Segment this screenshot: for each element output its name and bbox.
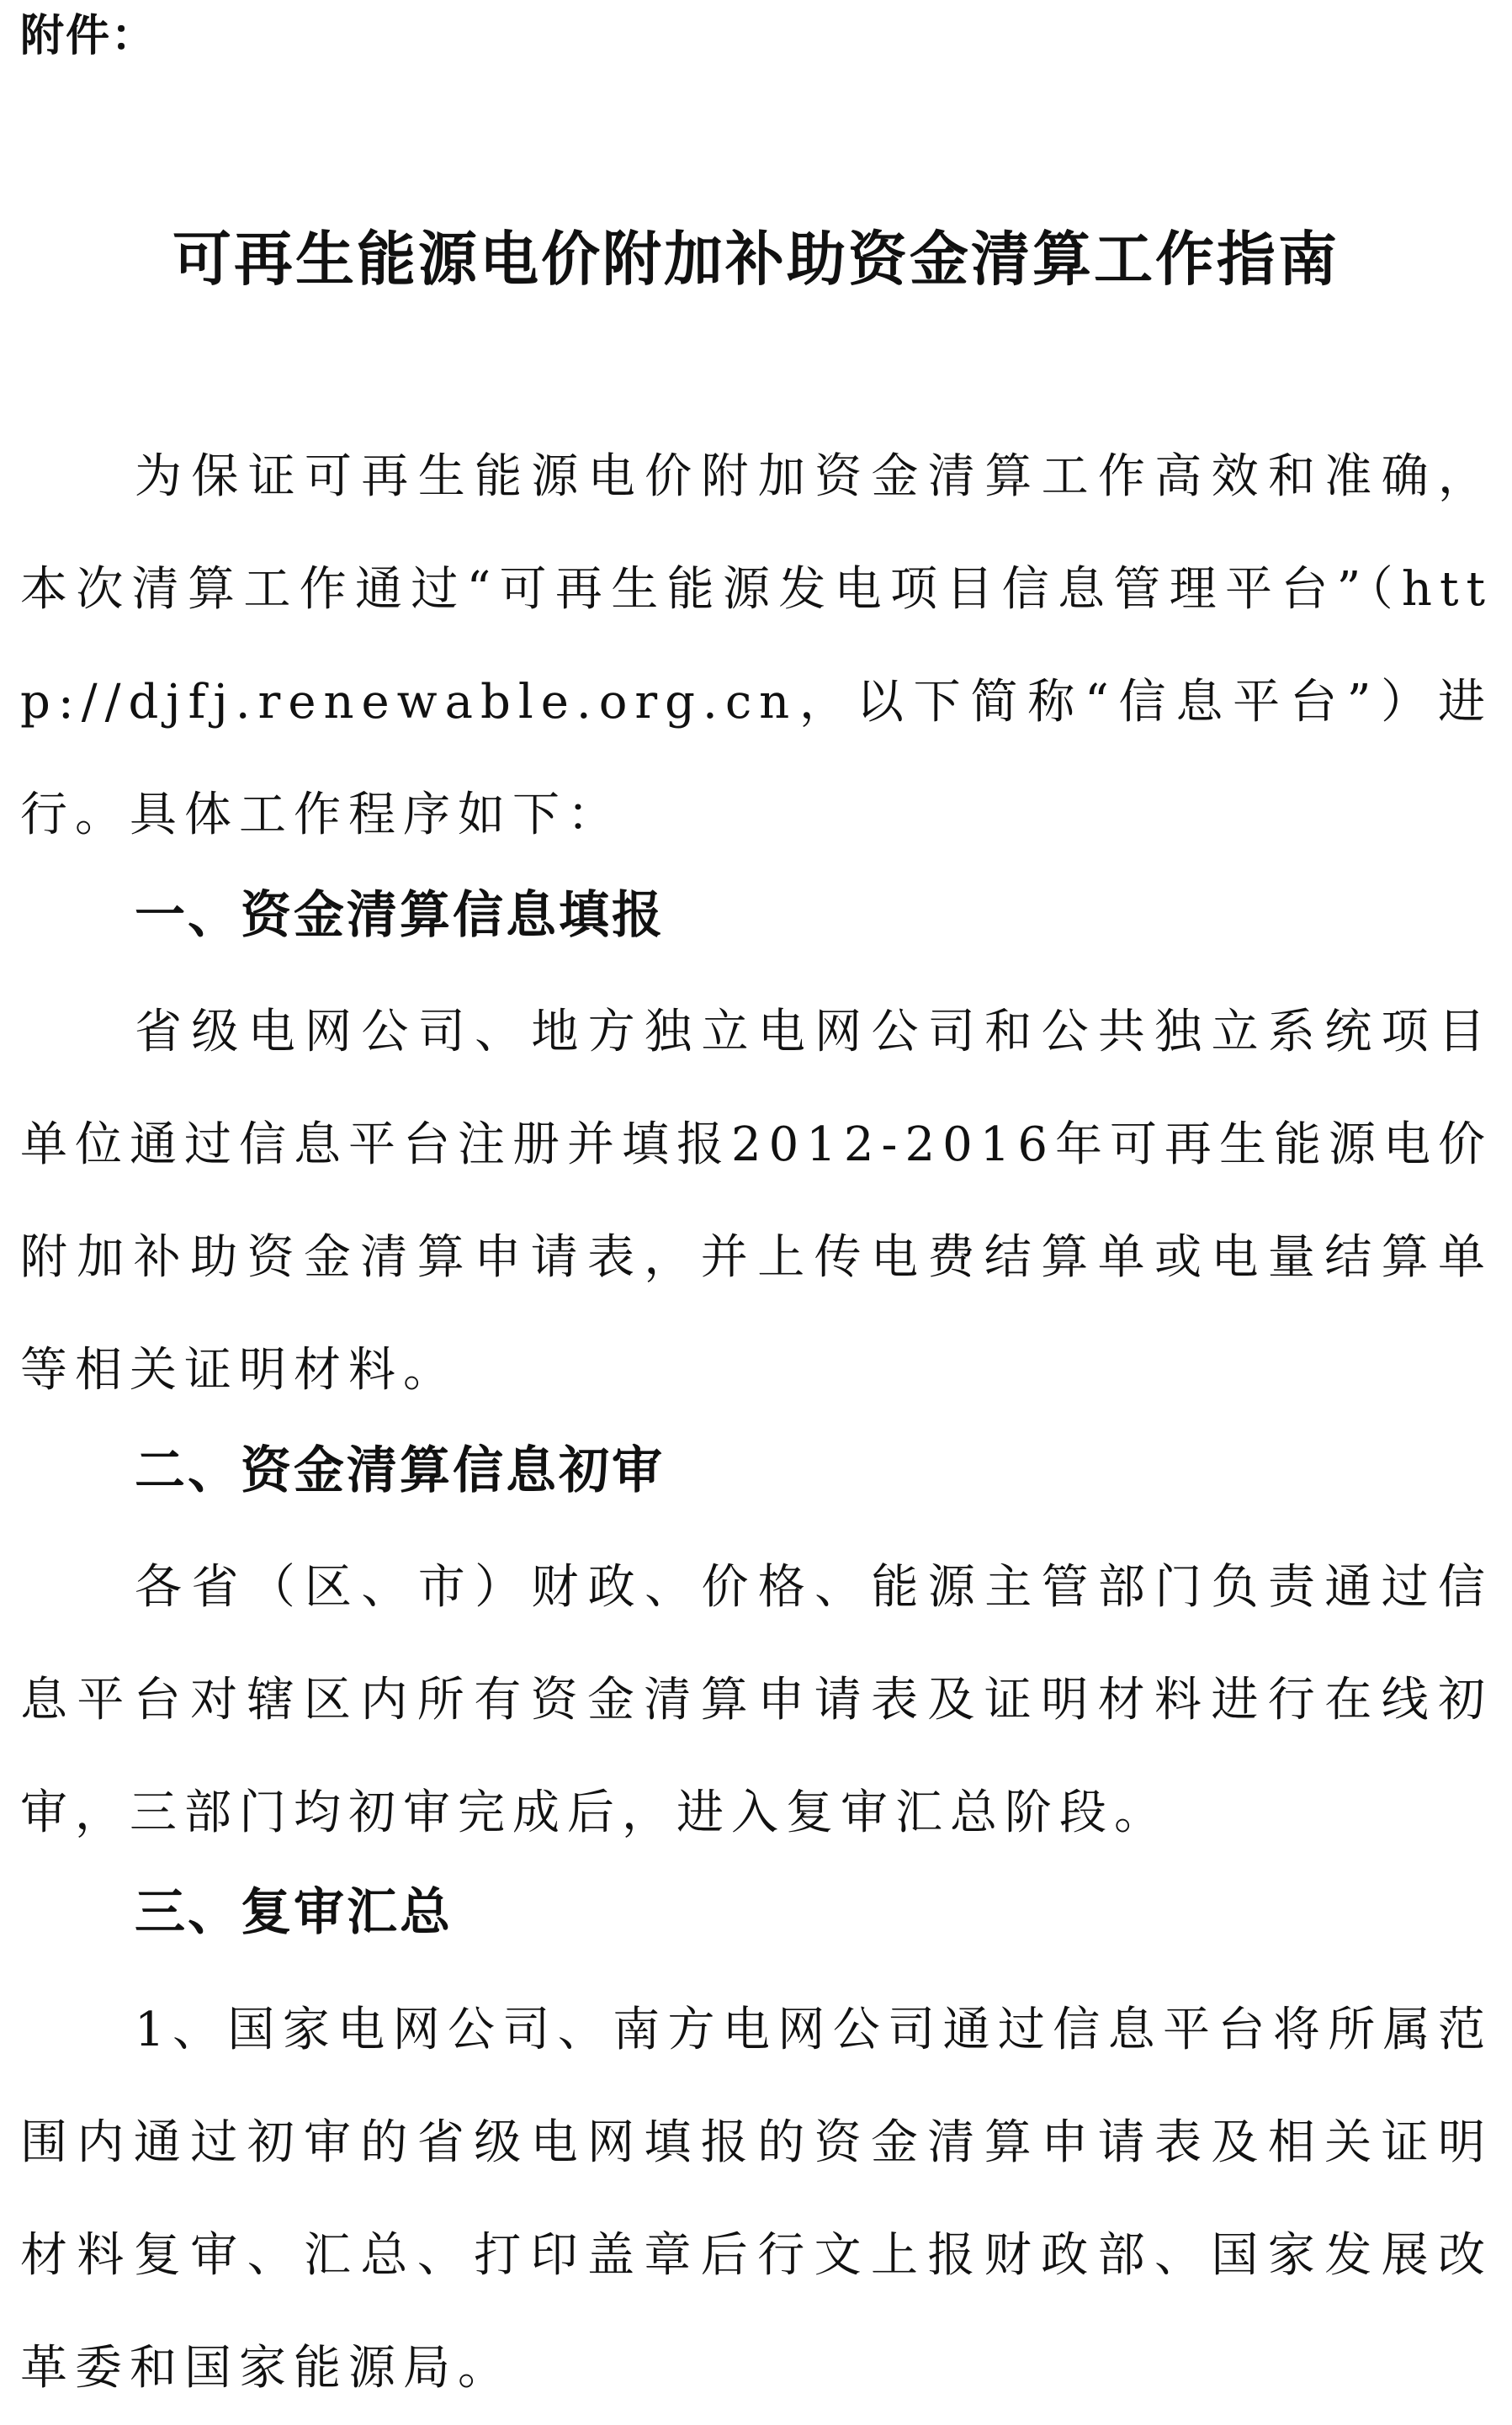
section-paragraph-1: 省级电网公司、地方独立电网公司和公共独立系统项目单位通过信息平台注册并填报2012-2016年可再生能源电价附加补助资金清算申请表，并上传电费结算单或电量结算单等相关证明材料。	[20, 1005, 1493, 1398]
document-title: 可再生能源电价附加补助资金清算工作指南	[172, 225, 1340, 294]
section-heading-3: 三、复审汇总	[135, 1883, 453, 1942]
section-heading-2: 二、资金清算信息初审	[135, 1441, 665, 1500]
section-heading-1: 一、资金清算信息填报	[135, 886, 665, 945]
attachment-label: 附件：	[20, 11, 157, 61]
section-paragraph-2: 各省（区、市）财政、价格、能源主管部门负责通过信息平台对辖区内所有资金清算申请表及证明材料进行在线初审，三部门均初审完成后，进入复审汇总阶段。	[20, 1560, 1493, 1840]
intro-paragraph: 为保证可再生能源电价附加资金清算工作高效和准确，本次清算工作通过“可再生能源发电项目信息管理平台”（http://djfj.renewable.org.cn，以下简称“信息平台”）进行。具体工作程序如下：	[20, 449, 1493, 842]
section-paragraph-3: 1、国家电网公司、南方电网公司通过信息平台将所属范围内通过初审的省级电网填报的资金清算申请表及相关证明材料复审、汇总、打印盖章后行文上报财政部、国家发展改革委和国家能源局。	[20, 2003, 1493, 2396]
